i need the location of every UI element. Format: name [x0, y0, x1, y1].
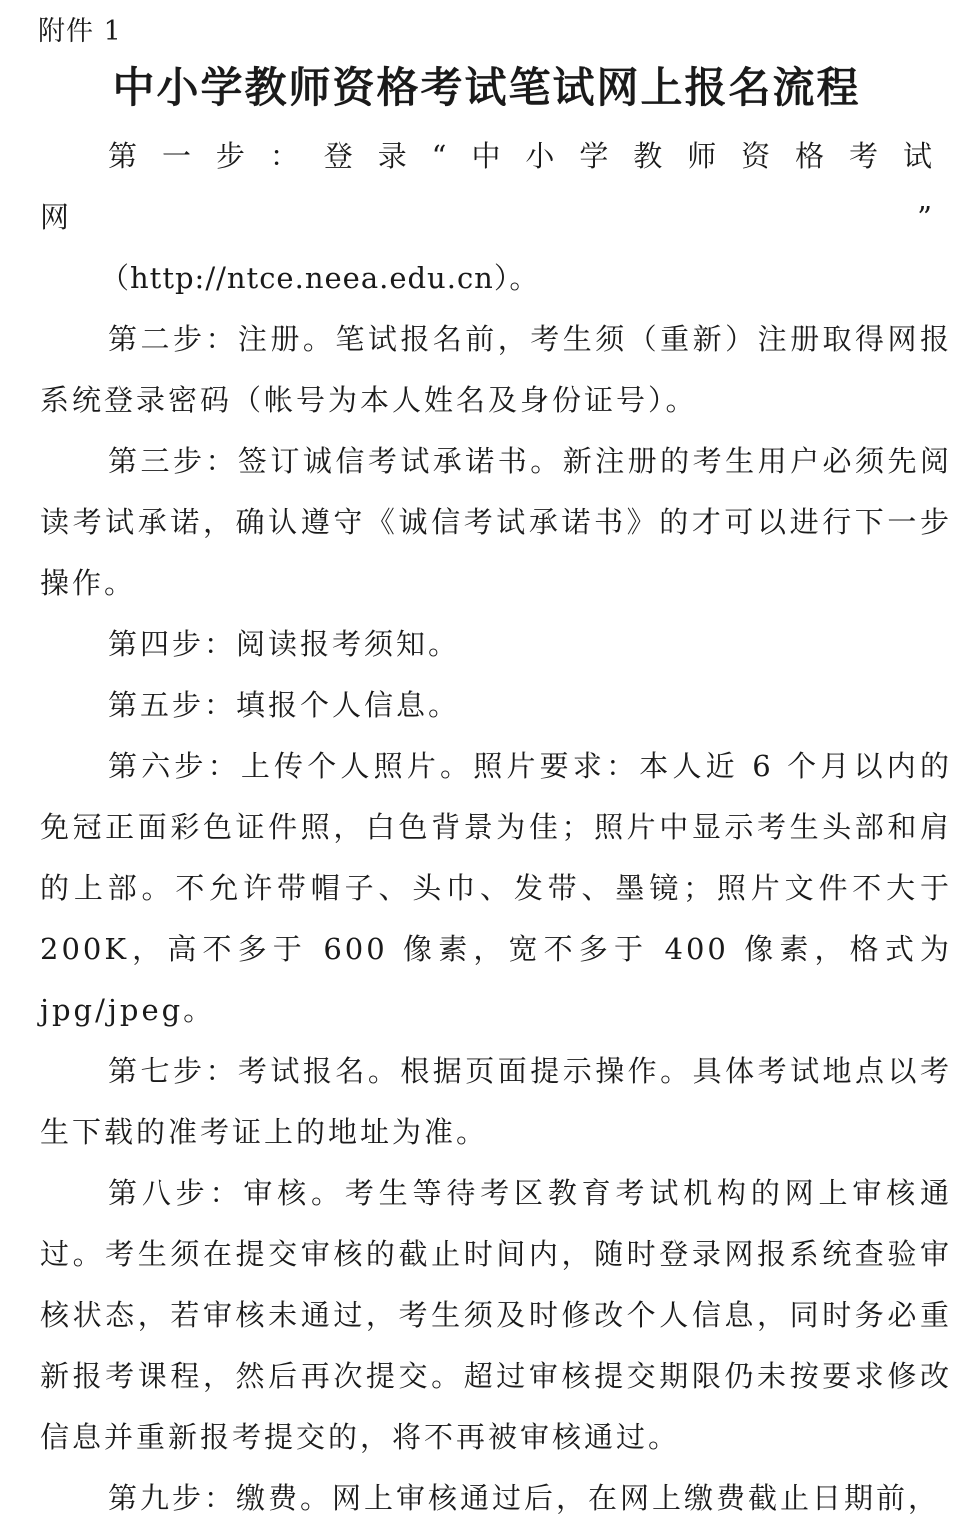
- step-5-paragraph: 第五步：填报个人信息。: [108, 688, 461, 722]
- attachment-label: 附件 1: [38, 16, 122, 47]
- step-9-paragraph: 第九步：缴费。网上审核通过后，在网上缴费截止日期前，: [108, 1481, 941, 1515]
- step-2-paragraph: 第二步：注册。笔试报名前，考生须（重新）注册取得网报系统登录密码（帐号为本人姓名及身份证号）。: [40, 322, 952, 417]
- step-1-url-paragraph: （http://ntce.neea.edu.cn）。: [100, 261, 540, 295]
- step-4-paragraph: 第四步：阅读报考须知。: [108, 627, 461, 661]
- document-body: [40, 126, 952, 1529]
- document-title: 中小学教师资格考试笔试网上报名流程: [112, 63, 861, 112]
- step-7-paragraph: 第七步：考试报名。根据页面提示操作。具体考试地点以考生下载的准考证上的地址为准。: [40, 1054, 952, 1149]
- step-3-paragraph: 第三步：签订诚信考试承诺书。新注册的考生用户必须先阅读考试承诺，确认遵守《诚信考试承诺书》的才可以进行下一步操作。: [40, 444, 952, 600]
- step-6-paragraph: 第六步：上传个人照片。照片要求：本人近 6 个月以内的免冠正面彩色证件照，白色背景为佳；照片中显示考生头部和肩的上部。不允许带帽子、头巾、发带、墨镜；照片文件不大于 200K，高不多于 600 像素，宽不多于 400 像素，格式为jpg/jpeg。: [40, 749, 952, 1027]
- step-1-paragraph: 第一步：登录“中小学教师资格考试网”: [40, 139, 952, 234]
- step-8-paragraph: 第八步：审核。考生等待考区教育考试机构的网上审核通过。考生须在提交审核的截止时间内，随时登录网报系统查验审核状态，若审核未通过，考生须及时修改个人信息，同时务必重新报考课程，然后再次提交。超过审核提交期限仍未按要求修改信息并重新报考提交的，将不再被审核通过。: [40, 1176, 952, 1454]
